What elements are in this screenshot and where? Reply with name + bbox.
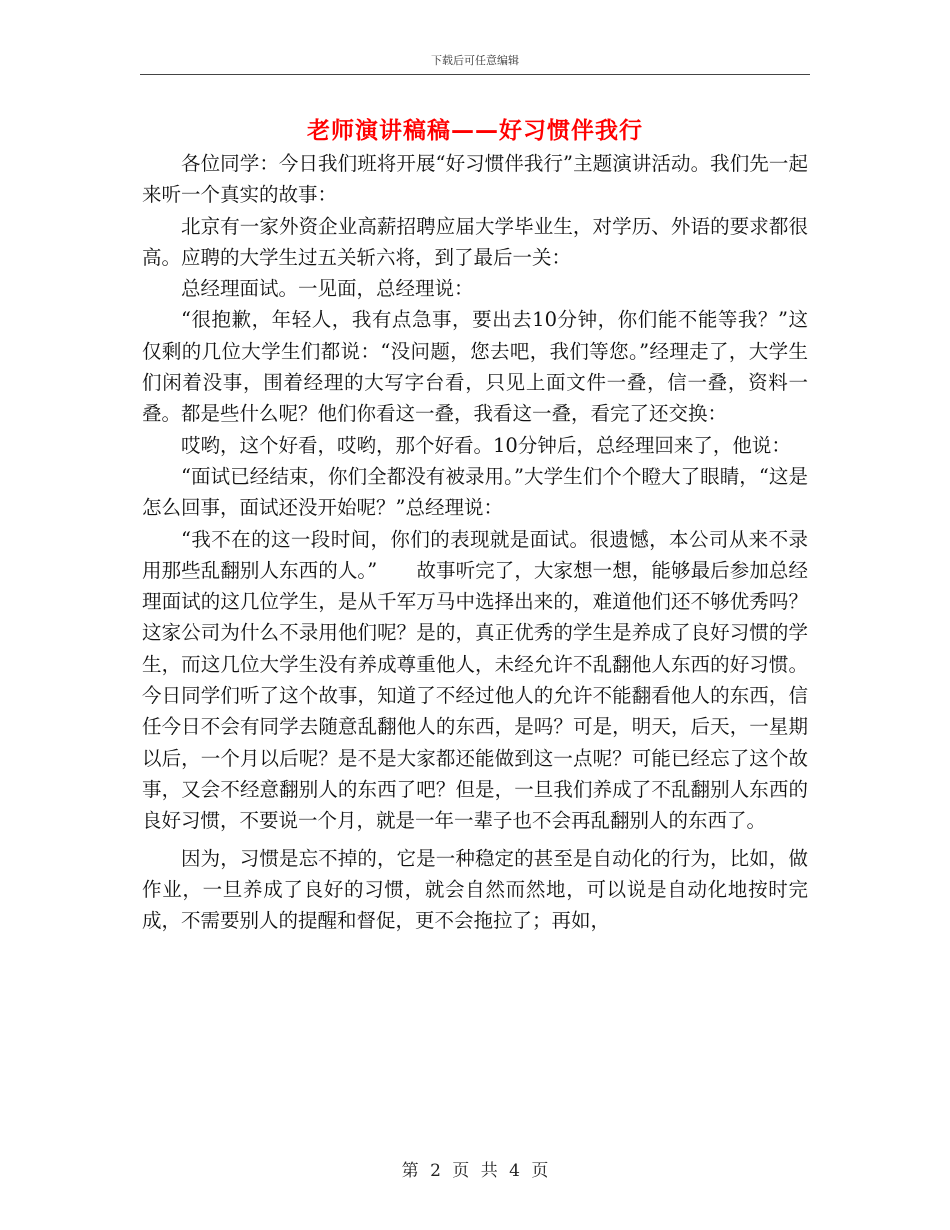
page-number: 第 2 页 共 4 页: [401, 1161, 549, 1181]
paragraph: “很抱歉，年轻人，我有点急事，要出去10分钟，你们能不能等我？”这仅剩的几位大学生们都说：“没问题，您去吧，我们等您。”经理走了，大学生们闲着没事，围着经理的大写字台看，只见上面文件一叠，信一叠，资料一叠。都是些什么呢？他们你看这一叠，我看这一叠，看完了还交换：: [142, 308, 808, 426]
document-title: 老师演讲稿稿——好习惯伴我行: [307, 118, 643, 144]
document-body: [142, 148, 808, 936]
paragraph: “面试已经结束，你们全都没有被录用。”大学生们个个瞪大了眼睛，“这是怎么回事，面试还没开始呢？”总经理说：: [142, 464, 808, 520]
paragraph: 总经理面试。一见面，总经理说：: [181, 277, 474, 301]
paragraph: 哎哟，这个好看，哎哟，那个好看。10分钟后，总经理回来了，他说：: [181, 433, 791, 457]
paragraph: “我不在的这一段时间，你们的表现就是面试。很遗憾，本公司从来不录用那些乱翻别人东西的人。” 故事听完了，大家想一想，能够最后参加总经理面试的这几位学生，是从千军万马中选择出来的，难道他们还不够优秀吗？这家公司为什么不录用他们呢？是的，真正优秀的学生是养成了良好习惯的学生，而这几位大学生没有养成尊重他人，未经允许不乱翻他人东西的好习惯。今日同学们听了这个故事，知道了不经过他人的允许不能翻看他人的东西，信任今日不会有同学去随意乱翻他人的东西，是吗？可是，明天，后天，一星期以后，一个月以后呢？是不是大家都还能做到这一点呢？可能已经忘了这个故事，又会不经意翻别人的东西了吧？但是，一旦我们养成了不乱翻别人东西的良好习惯，不要说一个月，就是一年一辈子也不会再乱翻别人的东西了。: [142, 527, 808, 833]
header-divider: [140, 74, 810, 75]
paragraph: 因为，习惯是忘不掉的，它是一种稳定的甚至是自动化的行为，比如，做作业，一旦养成了良好的习惯，就会自然而然地，可以说是自动化地按时完成，不需要别人的提醒和督促，更不会拖拉了；再如，: [142, 846, 808, 933]
page-header: 下载后可任意编辑: [431, 54, 519, 67]
paragraph: 各位同学：今日我们班将开展“好习惯伴我行”主题演讲活动。我们先一起来听一个真实的故事：: [142, 152, 808, 207]
paragraph: 北京有一家外资企业高薪招聘应届大学毕业生，对学历、外语的要求都很高。应聘的大学生过五关斩六将，到了最后一关：: [142, 214, 808, 269]
